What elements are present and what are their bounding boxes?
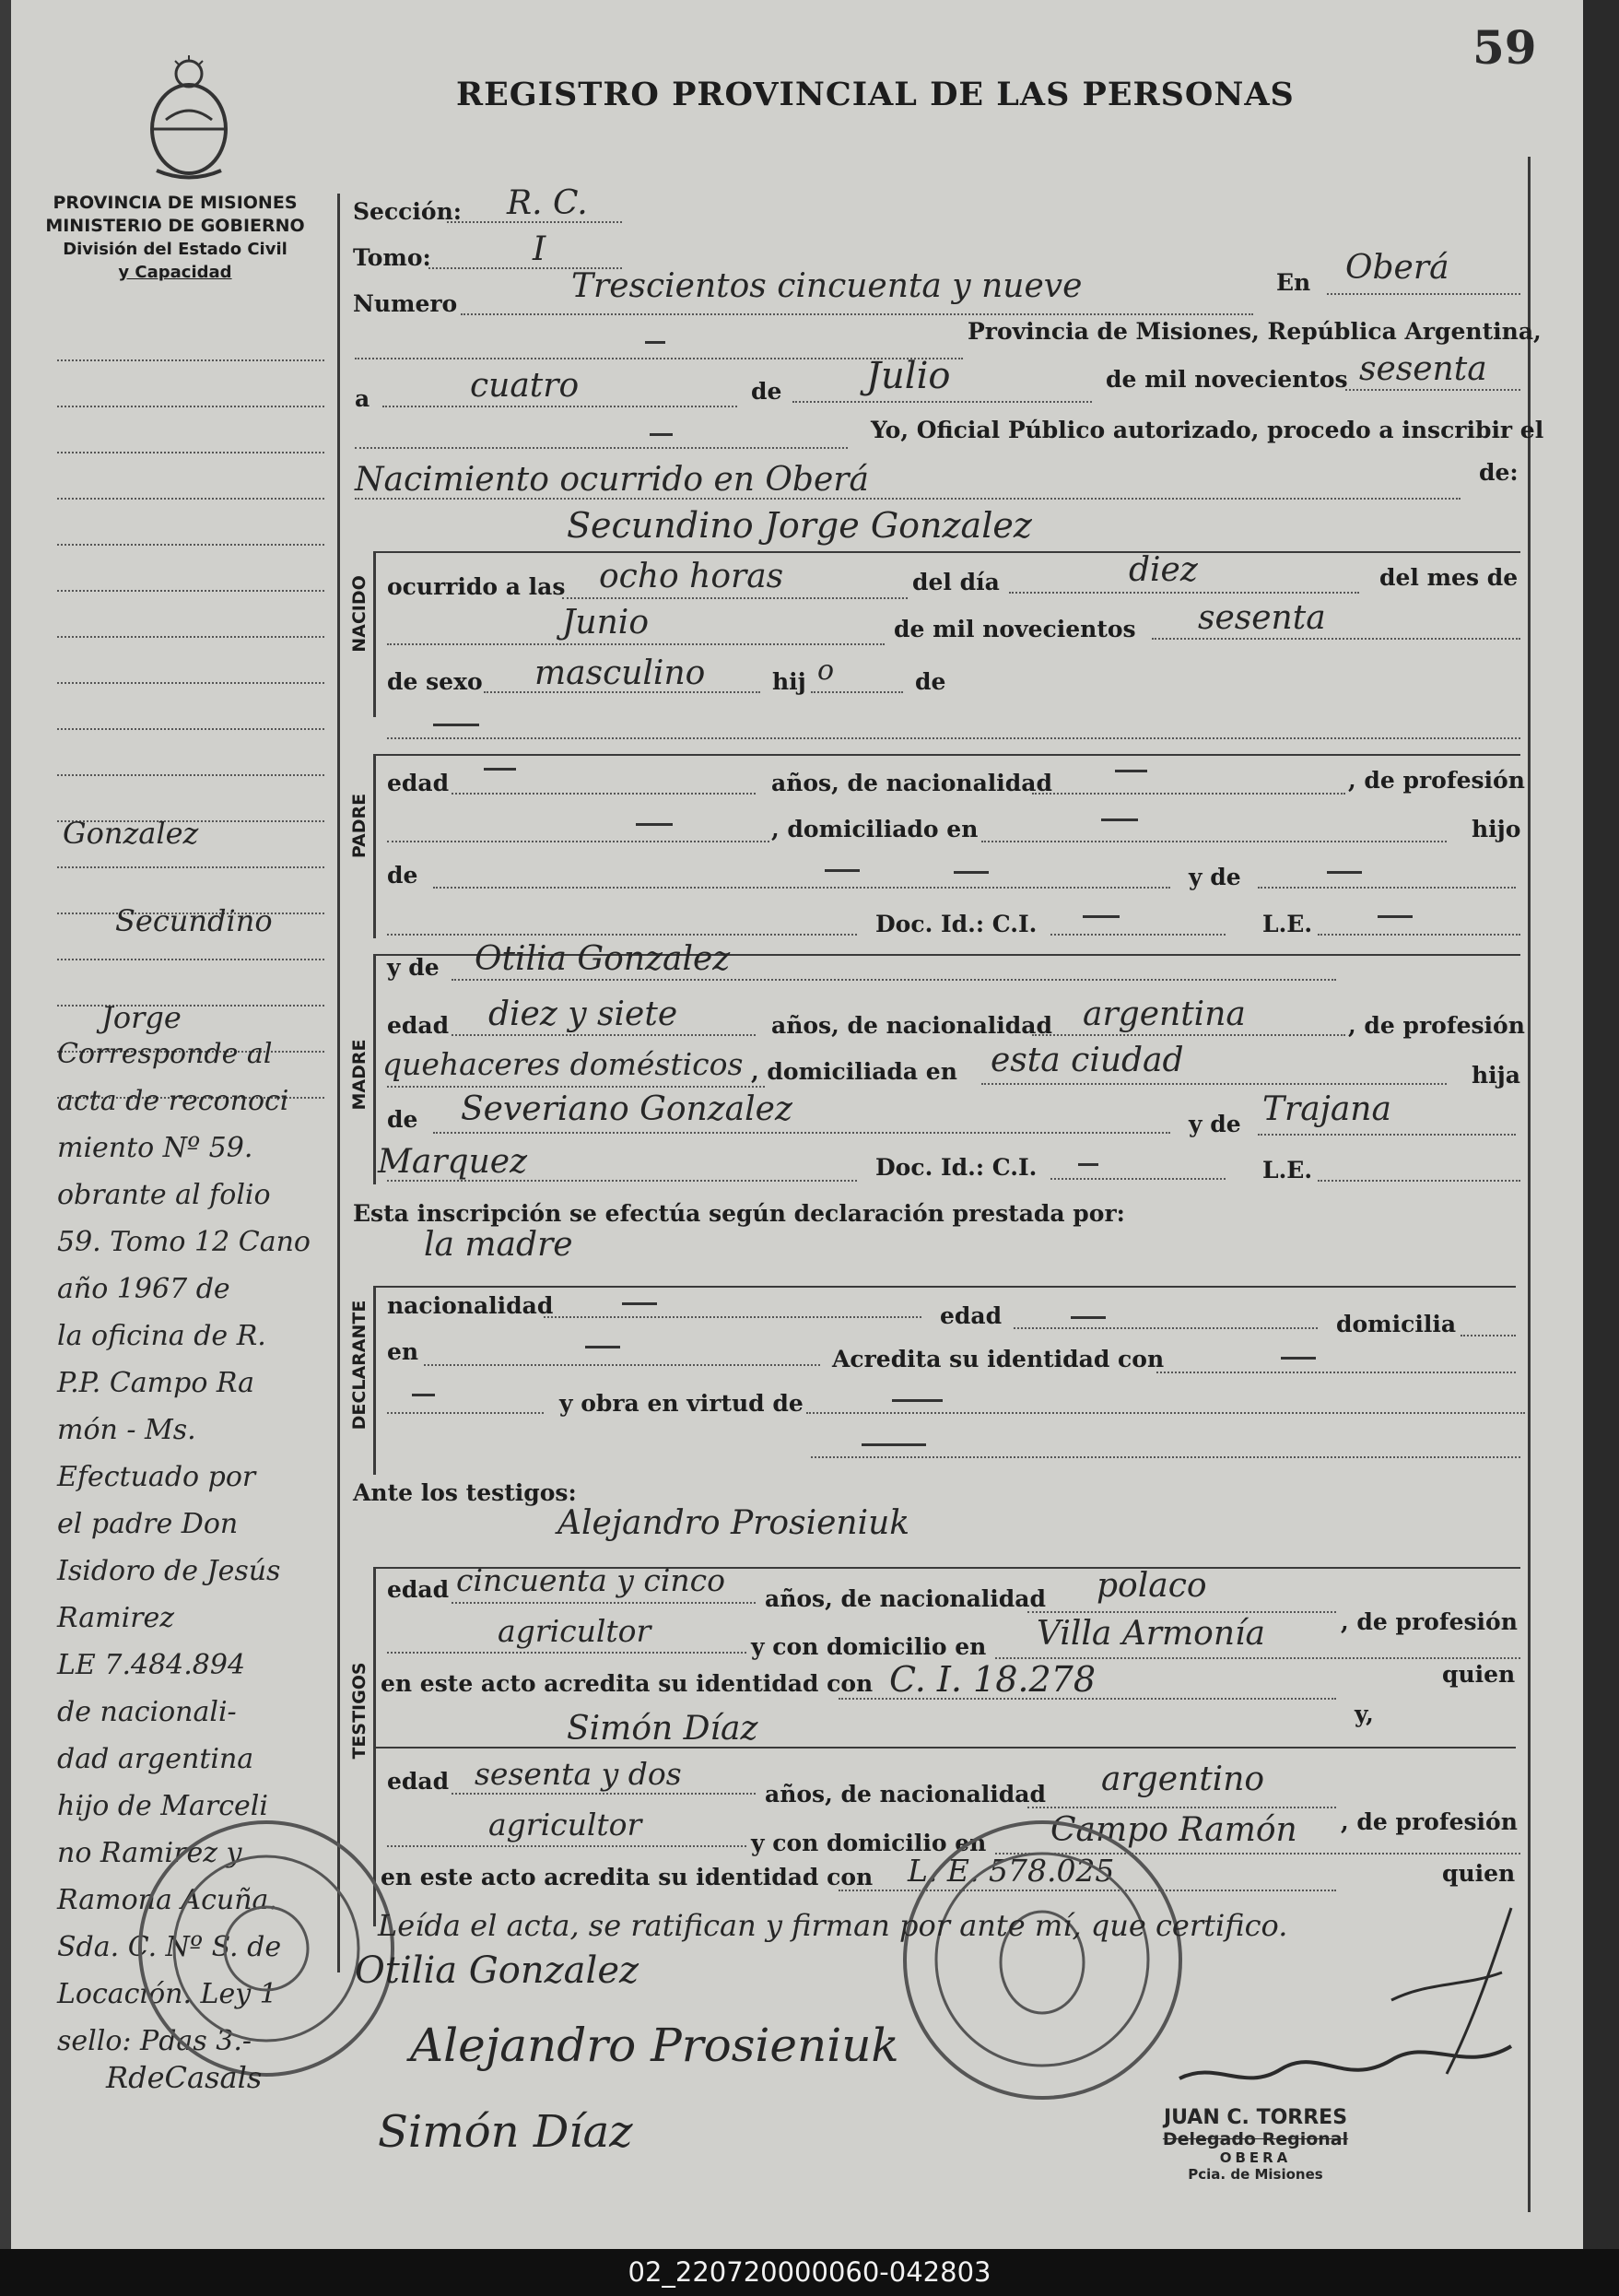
- field-line: [355, 447, 848, 449]
- field-line: [1032, 793, 1345, 795]
- label-anios-nac-t2: años, de nacionalidad: [765, 1781, 1046, 1807]
- label-y-con-domicilio-t1: y con domicilio en: [751, 1633, 987, 1660]
- value-testigo1: Alejandro Prosieniuk: [557, 1504, 910, 1542]
- field-line: [424, 1364, 820, 1366]
- section-bracket: [373, 551, 376, 717]
- blank-dash: [862, 1443, 926, 1446]
- field-line: [433, 887, 1170, 889]
- field-line: [1461, 1335, 1516, 1336]
- value-t2-nac: argentino: [1101, 1760, 1265, 1798]
- margin-rule-line: [57, 544, 324, 546]
- value-sexo: masculino: [534, 654, 706, 692]
- label-tomo: Tomo:: [353, 244, 431, 271]
- margin-note-line: Corresponde al: [57, 1038, 273, 1070]
- label-edad-t2: edad: [387, 1768, 450, 1795]
- section-rule: [373, 551, 1520, 553]
- value-madre-edad: diez y siete: [488, 995, 678, 1033]
- field-line: [811, 1456, 1520, 1458]
- margin-nombre1: Secundino: [115, 903, 273, 938]
- label-edad-madre: edad: [387, 1012, 450, 1039]
- office-line1: PROVINCIA DE MISIONES: [53, 193, 298, 213]
- signature-margen: RdeCasals: [106, 2060, 263, 2095]
- label-de-profesion-t1: , de profesión: [1341, 1608, 1518, 1635]
- label-de-mil2: de mil novecientos: [894, 616, 1136, 642]
- label-anios-nac: años, de nacionalidad: [771, 770, 1052, 796]
- signature-testigo2: Simón Díaz: [378, 2106, 633, 2158]
- value-t1-nac: polaco: [1097, 1567, 1207, 1605]
- margin-note-line: el padre Don: [57, 1508, 239, 1540]
- margin-note-line: de nacionali-: [57, 1696, 237, 1728]
- field-line: [387, 737, 1520, 739]
- blank-dash: [1281, 1357, 1316, 1360]
- field-line: [1152, 638, 1520, 640]
- value-dia-nac: diez: [1129, 551, 1198, 589]
- margin-note-line: món - Ms.: [57, 1414, 196, 1446]
- official-seal-stamp: [138, 1820, 394, 2077]
- margin-note-line: P.P. Campo Ra: [57, 1367, 255, 1399]
- field-line: [792, 401, 1092, 403]
- blank-dash: [433, 724, 479, 726]
- office-line4: y Capacidad: [118, 263, 232, 282]
- margin-note-line: acta de reconoci: [57, 1085, 289, 1117]
- value-abuela: Trajana: [1262, 1090, 1391, 1128]
- field-line: [1156, 1372, 1516, 1373]
- label-de-profesion-madre: , de profesión: [1348, 1012, 1525, 1039]
- value-nombre: Secundino Jorge Gonzalez: [567, 505, 1032, 546]
- section-bracket: [373, 754, 376, 938]
- label-de-madre: de: [387, 1106, 418, 1133]
- field-line: [981, 841, 1447, 842]
- label-numero: Numero: [353, 290, 458, 317]
- field-line: [1027, 1611, 1336, 1613]
- margin-note-line: 59. Tomo 12 Cano: [57, 1226, 311, 1258]
- label-y-con-domicilio-t2: y con domicilio en: [751, 1830, 987, 1856]
- label-esta-inscripcion: Esta inscripción se efectúa según declaración prestada por:: [353, 1200, 1125, 1227]
- margin-note-line: Locación. Ley 1: [57, 1978, 277, 2010]
- value-hora: ocho horas: [599, 558, 784, 595]
- margin-rule-line: [57, 774, 324, 776]
- margin-note-line: Ramona Acuña.: [57, 1884, 277, 1916]
- official-signature-scribble: [1161, 1899, 1548, 2111]
- official-signature-block: [1156, 2106, 1355, 2183]
- official-title: Delegado Regional: [1162, 2129, 1349, 2149]
- label-edad-declarante: edad: [940, 1302, 1003, 1329]
- margin-note-line: Ramirez: [57, 1602, 175, 1634]
- official-name: JUAN C. TORRES: [1163, 2106, 1348, 2129]
- blank-dash: [585, 1346, 620, 1348]
- coat-of-arms-emblem: [138, 55, 240, 184]
- field-line: [811, 691, 903, 693]
- blank-dash: [954, 871, 989, 874]
- margin-nombre2: Jorge: [101, 1000, 182, 1035]
- left-binding-shadow: [0, 0, 11, 2249]
- value-t2-prof: agricultor: [488, 1807, 642, 1843]
- label-anios-nac-t1: años, de nacionalidad: [765, 1585, 1046, 1612]
- field-line: [562, 597, 908, 599]
- value-mes-nac: Junio: [562, 604, 649, 642]
- field-line: [387, 1845, 746, 1847]
- label-le: L.E.: [1262, 911, 1313, 937]
- page-number: 59: [1472, 20, 1537, 75]
- field-line: [452, 1793, 756, 1795]
- label-y-obra: y obra en virtud de: [559, 1390, 804, 1417]
- blank-dash: [1083, 915, 1120, 918]
- label-en-este-acto-t2: en este acto acredita su identidad con: [381, 1864, 874, 1890]
- section-label-madre: MADRE: [349, 1039, 370, 1111]
- margin-apellido: Gonzalez: [63, 816, 199, 851]
- field-line: [1258, 1134, 1516, 1136]
- section-label-nacido: NACIDO: [349, 575, 370, 653]
- left-margin-rule: [337, 194, 340, 1972]
- label-de-sexo: de sexo: [387, 668, 483, 695]
- value-numero: Trescientos cincuenta y nueve: [571, 267, 1083, 305]
- document-title: REGISTRO PROVINCIAL DE LAS PERSONAS: [456, 76, 1295, 113]
- margin-rule-line: [57, 452, 324, 453]
- margin-rule-line: [57, 636, 324, 638]
- label-de-colon: de:: [1479, 459, 1519, 486]
- blank-dash: [622, 1302, 657, 1305]
- value-t2-doc: L. E. 578.025: [908, 1853, 1115, 1889]
- label-ante-testigos: Ante los testigos:: [353, 1479, 577, 1506]
- value-mes: Julio: [866, 355, 951, 397]
- office-line3: División del Estado Civil: [63, 240, 287, 259]
- value-anio-nac: sesenta: [1198, 599, 1326, 637]
- label-quien-t2: quien: [1442, 1860, 1516, 1887]
- label-en-este-acto-t1: en este acto acredita su identidad con: [381, 1670, 874, 1697]
- section-bracket: [373, 1286, 376, 1475]
- field-line: [1318, 1180, 1520, 1182]
- field-line: [452, 979, 1336, 981]
- label-de2: de: [915, 668, 946, 695]
- value-seccion: R. C.: [507, 184, 588, 222]
- value-abuela2: Marquez: [378, 1143, 528, 1181]
- field-line: [387, 1412, 544, 1414]
- label-yo-oficial: Yo, Oficial Público autorizado, procedo a inscribir el: [871, 417, 1544, 443]
- margin-note-line: Isidoro de Jesús: [57, 1555, 281, 1587]
- label-edad: edad: [387, 770, 450, 796]
- official-city: OBERA: [1219, 2149, 1292, 2166]
- label-seccion: Sección:: [353, 198, 462, 225]
- value-anio: sesenta: [1359, 350, 1487, 388]
- section-label-padre: PADRE: [349, 793, 370, 859]
- value-t1-prof: agricultor: [498, 1613, 651, 1649]
- margin-rule-line: [57, 682, 324, 684]
- label-acredita: Acredita su identidad con: [832, 1346, 1165, 1372]
- section-rule: [373, 1747, 1516, 1748]
- official-province: Pcia. de Misiones: [1188, 2166, 1323, 2183]
- label-del-mes-de: del mes de: [1379, 564, 1519, 591]
- value-hij-suffix: o: [817, 654, 835, 687]
- field-line: [433, 1132, 1170, 1134]
- margin-rule-line: [57, 498, 324, 500]
- section-label-testigos: TESTIGOS: [349, 1662, 370, 1760]
- margin-note-line: hijo de Marceli: [57, 1790, 268, 1822]
- value-t1-edad: cincuenta y cinco: [456, 1562, 726, 1598]
- field-line: [1258, 887, 1516, 889]
- closing-statement: Leída el acta, se ratifican y firman por ante mí, que certifico.: [378, 1908, 1288, 1943]
- label-domicilia: domicilia: [1336, 1311, 1457, 1337]
- value-madre-nombre: Otilia Gonzalez: [475, 940, 731, 978]
- page-edge-shadow: [1583, 0, 1619, 2249]
- label-ocurrido: ocurrido a las: [387, 573, 566, 600]
- field-line: [1014, 1327, 1318, 1329]
- value-madre-prof: quehaceres domésticos: [382, 1046, 744, 1082]
- blank-dash: [1078, 1163, 1098, 1166]
- blank-dash: [1115, 770, 1147, 772]
- office-line2: MINISTERIO DE GOBIERNO: [45, 216, 305, 236]
- label-quien-t1: quien: [1442, 1661, 1516, 1688]
- label-y-comma: y,: [1355, 1701, 1374, 1727]
- field-line: [382, 406, 737, 407]
- field-line: [387, 1652, 746, 1654]
- value-t2-edad: sesenta y dos: [475, 1756, 682, 1792]
- label-a: a: [355, 385, 370, 412]
- blank-dash: [1327, 871, 1362, 874]
- label-en-declarante: en: [387, 1338, 419, 1365]
- value-t2-dom: Campo Ramón: [1050, 1811, 1297, 1849]
- blank-dash: [825, 869, 860, 872]
- field-line: [1318, 934, 1520, 936]
- label-en: En: [1276, 269, 1311, 296]
- field-line: [981, 1083, 1447, 1085]
- field-line: [1345, 389, 1520, 391]
- value-abuelo: Severiano Gonzalez: [461, 1090, 792, 1128]
- office-header: [37, 192, 313, 284]
- margin-note-line: la oficina de R.: [57, 1320, 266, 1352]
- value-madre-nac: argentina: [1083, 995, 1246, 1033]
- label-domiciliado: , domiciliado en: [771, 816, 979, 842]
- field-line: [461, 313, 1253, 315]
- field-line: [387, 1180, 857, 1182]
- blank-dash: [1101, 818, 1138, 821]
- margin-rule-line: [57, 959, 324, 960]
- label-anios-nac-madre: años, de nacionalidad: [771, 1012, 1052, 1039]
- blank-dash: [1378, 915, 1413, 918]
- label-del-dia: del día: [912, 569, 1000, 595]
- blank-dash: [892, 1399, 943, 1402]
- margin-note-line: sello: Pdas 3.-: [57, 2025, 252, 2057]
- field-line: [1050, 934, 1226, 936]
- margin-note-line: dad argentina: [57, 1743, 254, 1775]
- signature-testigo1: Alejandro Prosieniuk: [410, 2019, 899, 2072]
- value-madre-dom: esta ciudad: [991, 1042, 1184, 1079]
- margin-note-line: Efectuado por: [57, 1461, 256, 1493]
- value-t1-dom: Villa Armonía: [1037, 1615, 1265, 1653]
- field-line: [544, 1316, 921, 1318]
- field-line: [452, 1034, 756, 1036]
- field-line: [452, 1602, 756, 1604]
- margin-note-line: año 1967 de: [57, 1273, 230, 1305]
- section-rule: [373, 1286, 1516, 1288]
- blank-dash: [636, 823, 673, 826]
- blank-dash: [1071, 1316, 1106, 1319]
- margin-rule-line: [57, 590, 324, 592]
- margin-rule-line: [57, 359, 324, 361]
- label-hija: hija: [1472, 1062, 1520, 1089]
- label-edad-t1: edad: [387, 1576, 450, 1603]
- field-line: [387, 841, 769, 842]
- field-line: [1009, 592, 1359, 594]
- margin-note-line: obrante al folio: [57, 1179, 271, 1211]
- blank-dash: [650, 433, 673, 436]
- margin-rule-line: [57, 1005, 324, 1007]
- margin-note-line: LE 7.484.894: [57, 1649, 246, 1681]
- value-lugar: Oberá: [1345, 249, 1449, 287]
- field-line: [387, 934, 857, 936]
- margin-note-line: Sda. C. Nº S. de: [57, 1931, 282, 1963]
- margin-rule-line: [57, 866, 324, 868]
- label-y-de-madre: y de: [1189, 1111, 1241, 1137]
- label-nacionalidad: nacionalidad: [387, 1292, 554, 1319]
- field-line: [387, 1086, 765, 1088]
- footer-image-id: 02_220720000060-042803: [0, 2249, 1619, 2296]
- section-bracket: [373, 954, 376, 1184]
- value-dia: cuatro: [470, 367, 580, 405]
- label-provincia: Provincia de Misiones, República Argentina,: [968, 318, 1542, 345]
- field-line: [806, 1412, 1525, 1414]
- label-y-de: y de: [1189, 864, 1241, 890]
- label-de3: de: [387, 862, 418, 889]
- label-le-madre: L.E.: [1262, 1157, 1313, 1183]
- margin-rule-line: [57, 728, 324, 730]
- label-y-de2: y de: [387, 954, 440, 981]
- margin-note-line: no Ramirez y: [57, 1837, 242, 1869]
- label-de: de: [751, 378, 782, 405]
- field-line: [1327, 293, 1520, 295]
- value-declarante: la madre: [424, 1226, 573, 1264]
- section-rule: [373, 754, 1520, 756]
- label-doc-id-madre: Doc. Id.: C.I.: [875, 1154, 1038, 1181]
- field-line: [387, 643, 885, 645]
- value-tomo: I: [533, 230, 546, 268]
- field-line: [1032, 1034, 1345, 1036]
- label-de-profesion: , de profesión: [1348, 767, 1525, 794]
- value-testigo2: Simón Díaz: [567, 1710, 758, 1748]
- label-hij: hij: [772, 668, 806, 695]
- registry-seal-stamp: [903, 1820, 1182, 2100]
- label-de-mil: de mil novecientos: [1106, 366, 1348, 393]
- label-hijo: hijo: [1472, 816, 1521, 842]
- margin-note-line: miento Nº 59.: [57, 1132, 253, 1164]
- value-acto: Nacimiento ocurrido en Oberá: [355, 461, 869, 499]
- blank-dash: [645, 341, 665, 344]
- field-line: [1027, 1807, 1336, 1808]
- section-label-declarante: DECLARANTE: [349, 1300, 370, 1431]
- value-t1-doc: C. I. 18.278: [889, 1659, 1097, 1700]
- blank-dash: [484, 768, 516, 771]
- label-doc-id: Doc. Id.: C.I.: [875, 911, 1038, 937]
- label-domiciliada: , domiciliada en: [751, 1058, 957, 1085]
- signature-madre: Otilia Gonzalez: [355, 1949, 639, 1992]
- blank-dash: [412, 1394, 435, 1396]
- field-line: [452, 793, 756, 795]
- field-line: [1050, 1178, 1226, 1180]
- label-de-profesion-t2: , de profesión: [1341, 1808, 1518, 1835]
- field-line: [355, 498, 1461, 500]
- margin-rule-line: [57, 406, 324, 407]
